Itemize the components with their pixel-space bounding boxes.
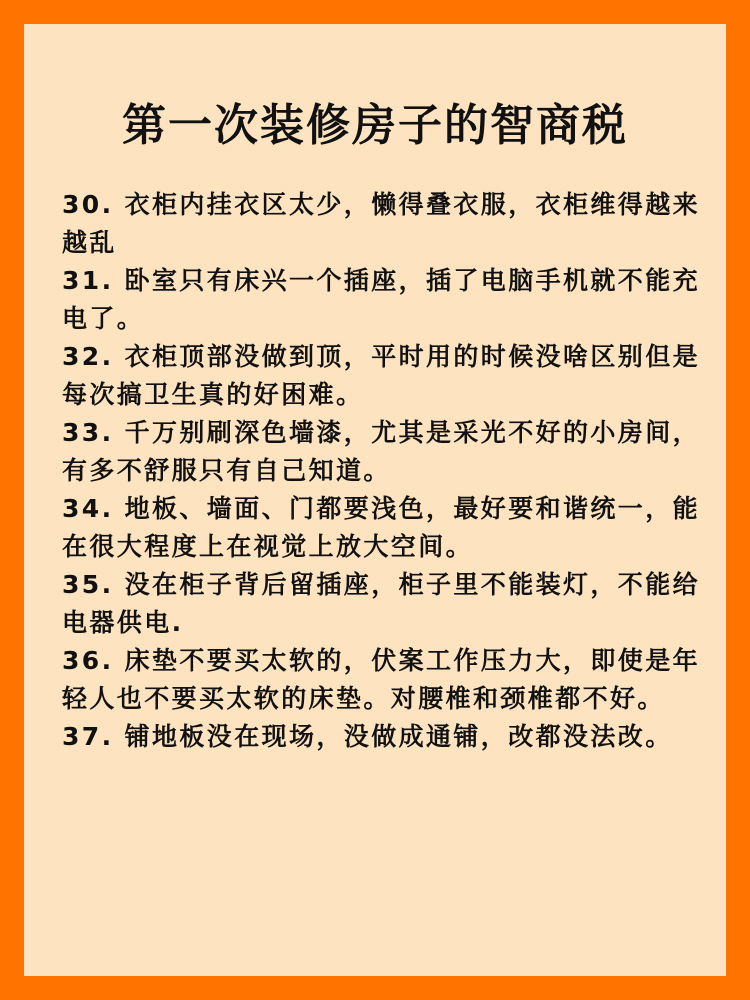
tips-list: [62, 186, 702, 756]
list-item: 30. 衣柜内挂衣区太少，懒得叠衣服，衣柜维得越来越乱: [62, 190, 700, 257]
list-item: 31. 卧室只有床兴一个插座，插了电脑手机就不能充电了。: [62, 266, 700, 333]
list-item: 37. 铺地板没在现场，没做成通铺，改都没法改。: [62, 722, 673, 751]
content-card: [24, 24, 726, 976]
list-item: 33. 千万别刷深色墙漆，尤其是采光不好的小房间，有多不舒服只有自己知道。: [62, 418, 700, 485]
list-item: 34. 地板、墙面、门都要浅色，最好要和谐统一，能在很大程度上在视觉上放大空间。: [62, 494, 700, 561]
list-item: 35. 没在柜子背后留插座，柜子里不能装灯，不能给电器供电.: [62, 570, 700, 637]
list-item: 36. 床垫不要买太软的，伏案工作压力大，即使是年轻人也不要买太软的床垫。对腰椎和颈椎都不好。: [62, 646, 700, 713]
page-title: 第一次装修房子的智商税: [122, 100, 628, 151]
list-item: 32. 衣柜顶部没做到顶，平时用的时候没啥区别但是每次搞卫生真的好困难。: [62, 342, 700, 409]
